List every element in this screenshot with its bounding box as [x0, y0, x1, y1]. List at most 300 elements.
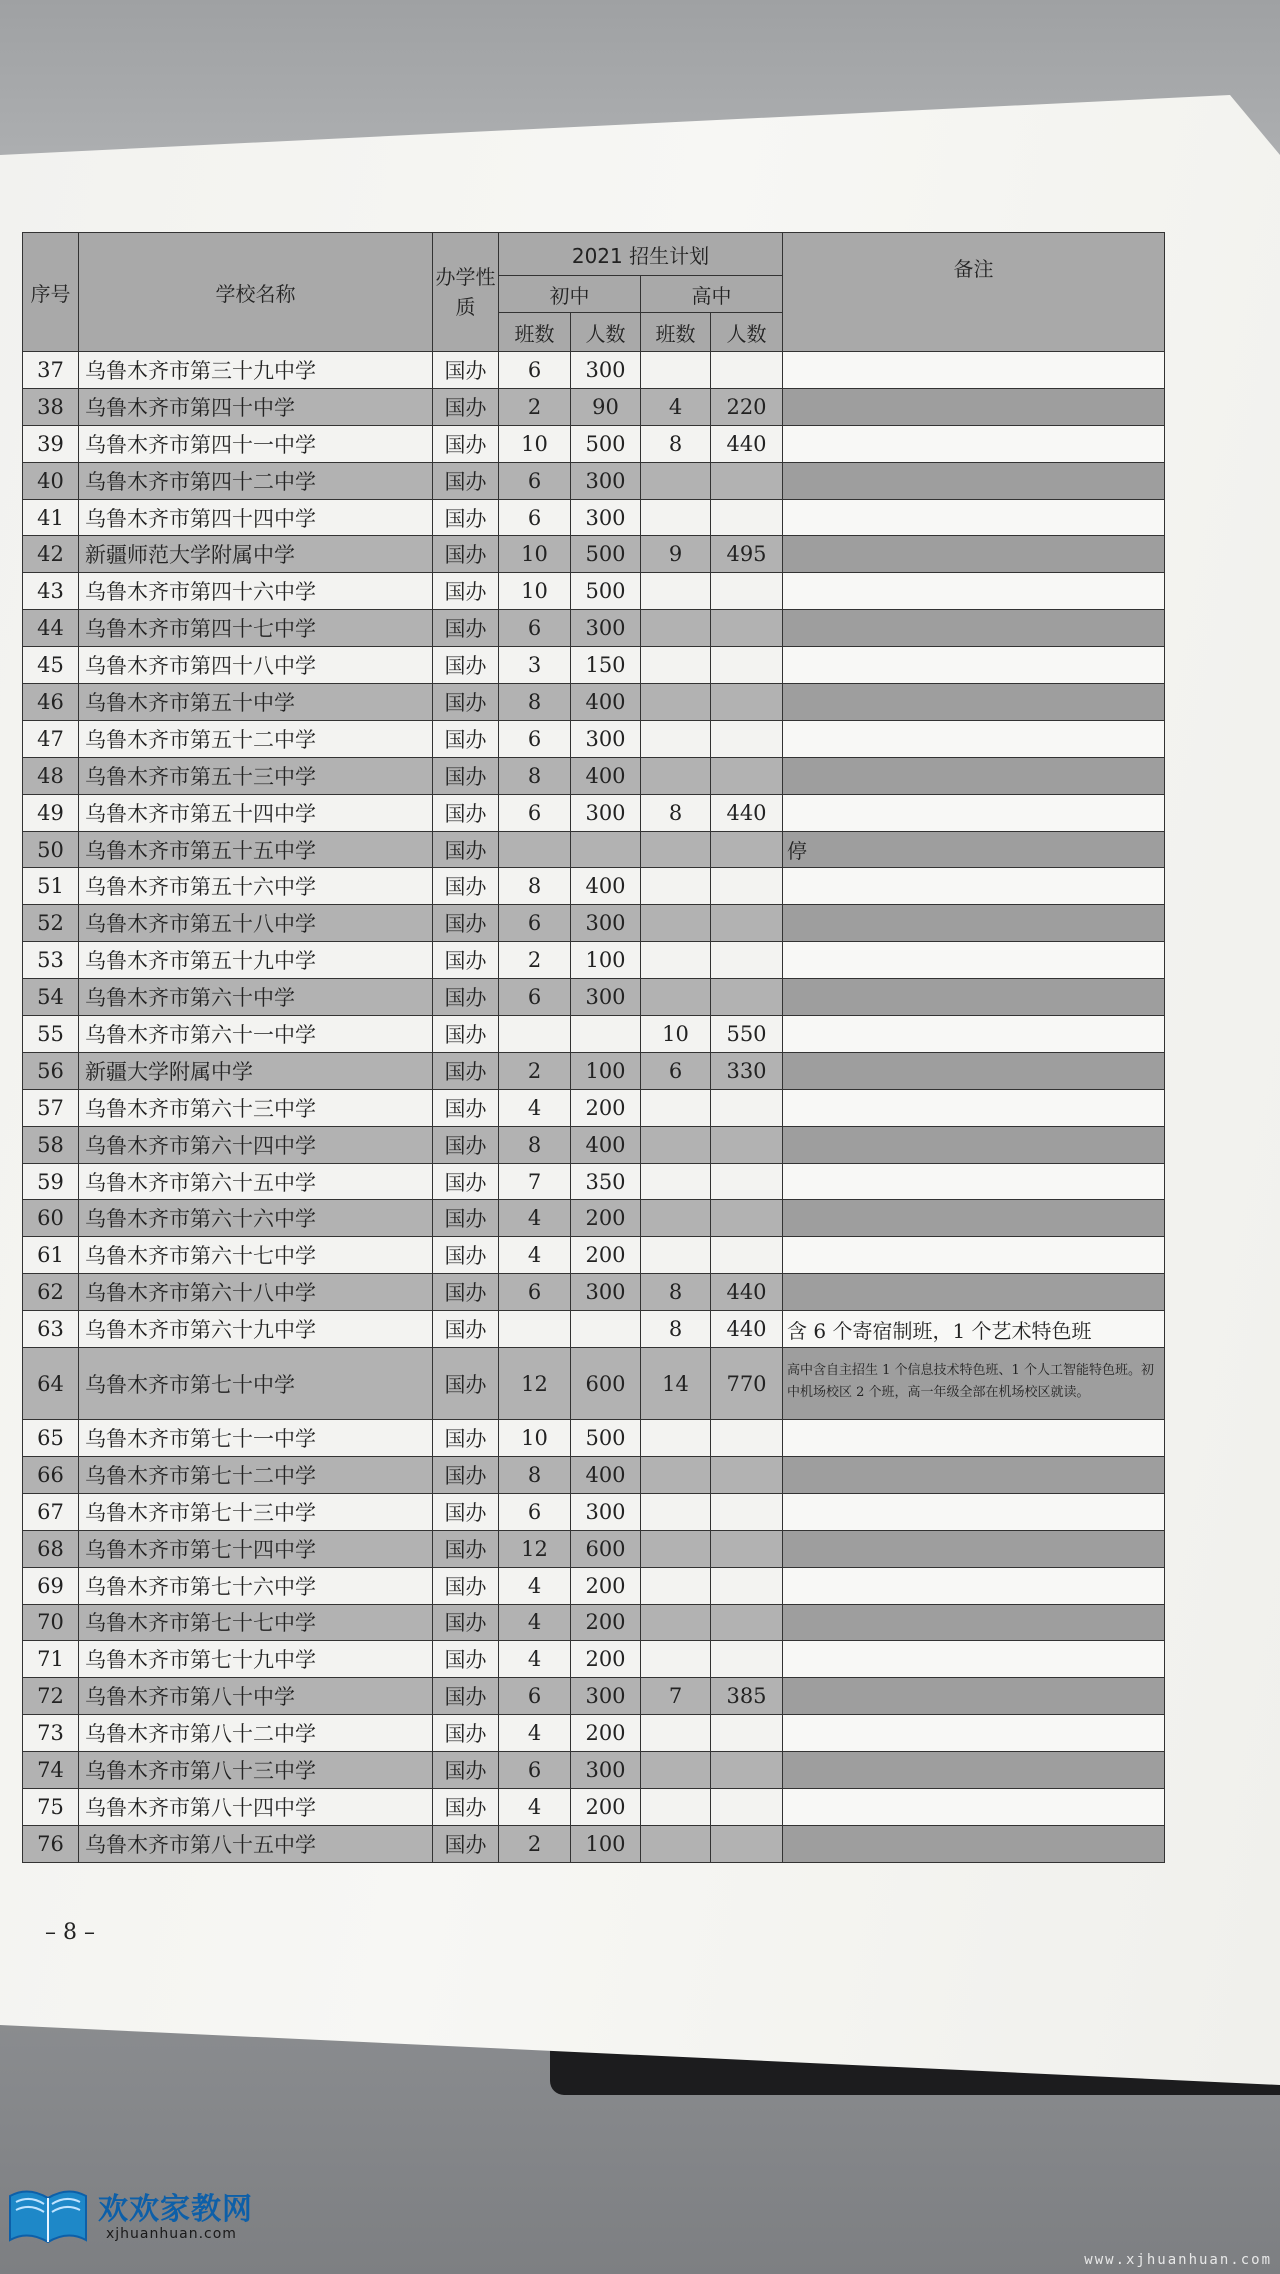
row-school-name: 乌鲁木齐市第六十五中学: [79, 1163, 433, 1200]
row-nature: 国办: [433, 1420, 499, 1457]
row-school-name: 乌鲁木齐市第七十六中学: [79, 1567, 433, 1604]
row-seq: 46: [23, 684, 79, 721]
row-nature: 国办: [433, 1163, 499, 1200]
row-seq: 43: [23, 573, 79, 610]
row-senior-classes: [641, 1604, 711, 1641]
header-plan: 2021 招生计划: [499, 233, 783, 276]
row-junior-classes: 6: [499, 1274, 571, 1311]
row-senior-classes: 4: [641, 388, 711, 425]
row-senior-people: 330: [711, 1052, 783, 1089]
row-junior-classes: 2: [499, 1052, 571, 1089]
row-senior-classes: [641, 979, 711, 1016]
row-note: [783, 1493, 1165, 1530]
table-row: [23, 684, 1165, 721]
row-junior-classes: 6: [499, 979, 571, 1016]
row-nature: 国办: [433, 905, 499, 942]
row-seq: 41: [23, 499, 79, 536]
row-nature: 国办: [433, 1200, 499, 1237]
row-seq: 70: [23, 1604, 79, 1641]
row-junior-classes: 6: [499, 794, 571, 831]
watermark-url: xjhuanhuan.com: [106, 2226, 237, 2242]
row-junior-people: 300: [571, 1493, 641, 1530]
row-junior-people: 300: [571, 905, 641, 942]
row-note: [783, 1567, 1165, 1604]
row-senior-classes: [641, 1530, 711, 1567]
row-senior-classes: [641, 1567, 711, 1604]
row-senior-people: 385: [711, 1678, 783, 1715]
row-nature: 国办: [433, 1493, 499, 1530]
row-seq: 51: [23, 868, 79, 905]
row-seq: 65: [23, 1420, 79, 1457]
row-junior-people: 90: [571, 388, 641, 425]
row-senior-classes: [641, 720, 711, 757]
row-nature: 国办: [433, 1715, 499, 1752]
row-nature: 国办: [433, 1274, 499, 1311]
row-junior-classes: 2: [499, 388, 571, 425]
row-seq: 69: [23, 1567, 79, 1604]
row-nature: 国办: [433, 1348, 499, 1420]
row-junior-people: 400: [571, 1126, 641, 1163]
table-row: [23, 905, 1165, 942]
row-senior-people: 550: [711, 1016, 783, 1053]
row-school-name: 乌鲁木齐市第六十七中学: [79, 1237, 433, 1274]
table-header: [23, 233, 1165, 352]
row-seq: 40: [23, 462, 79, 499]
row-nature: 国办: [433, 352, 499, 389]
row-note: [783, 794, 1165, 831]
row-nature: 国办: [433, 1311, 499, 1348]
row-nature: 国办: [433, 1641, 499, 1678]
row-junior-classes: 12: [499, 1348, 571, 1420]
row-junior-classes: 6: [499, 1752, 571, 1789]
row-junior-classes: 6: [499, 610, 571, 647]
row-junior-classes: 6: [499, 499, 571, 536]
row-note: [783, 499, 1165, 536]
header-senior-classes: 班数: [641, 313, 711, 352]
table-row: [23, 610, 1165, 647]
row-nature: 国办: [433, 757, 499, 794]
row-junior-people: 400: [571, 757, 641, 794]
row-note: [783, 1788, 1165, 1825]
row-note: [783, 1200, 1165, 1237]
row-junior-people: 200: [571, 1200, 641, 1237]
row-seq: 68: [23, 1530, 79, 1567]
row-nature: 国办: [433, 462, 499, 499]
table-row: [23, 1641, 1165, 1678]
row-junior-people: 300: [571, 499, 641, 536]
row-note: [783, 1678, 1165, 1715]
table-row: [23, 942, 1165, 979]
row-senior-people: [711, 1420, 783, 1457]
row-school-name: 乌鲁木齐市第七十中学: [79, 1348, 433, 1420]
row-junior-people: 300: [571, 979, 641, 1016]
row-seq: 59: [23, 1163, 79, 1200]
row-junior-people: 600: [571, 1530, 641, 1567]
row-school-name: 乌鲁木齐市第四十一中学: [79, 425, 433, 462]
row-junior-people: 300: [571, 462, 641, 499]
row-junior-people: 300: [571, 720, 641, 757]
row-junior-people: 100: [571, 1825, 641, 1862]
row-note: [783, 462, 1165, 499]
row-junior-people: 400: [571, 1456, 641, 1493]
row-seq: 62: [23, 1274, 79, 1311]
row-senior-classes: 8: [641, 425, 711, 462]
watermark-site-name: 欢欢家教网: [98, 2192, 253, 2227]
row-senior-classes: [641, 757, 711, 794]
row-school-name: 乌鲁木齐市第五十九中学: [79, 942, 433, 979]
row-junior-classes: 6: [499, 1493, 571, 1530]
row-senior-classes: [641, 610, 711, 647]
row-junior-classes: 8: [499, 757, 571, 794]
row-seq: 48: [23, 757, 79, 794]
row-school-name: 新疆师范大学附属中学: [79, 536, 433, 573]
row-nature: 国办: [433, 1678, 499, 1715]
row-junior-people: 200: [571, 1237, 641, 1274]
row-senior-people: [711, 1200, 783, 1237]
table-row: [23, 1752, 1165, 1789]
row-nature: 国办: [433, 610, 499, 647]
row-senior-people: [711, 1089, 783, 1126]
row-senior-people: [711, 831, 783, 868]
table-row: [23, 462, 1165, 499]
row-senior-people: 220: [711, 388, 783, 425]
row-senior-people: [711, 1493, 783, 1530]
row-senior-classes: [641, 1237, 711, 1274]
row-seq: 66: [23, 1456, 79, 1493]
row-junior-classes: 3: [499, 647, 571, 684]
row-school-name: 乌鲁木齐市第六十中学: [79, 979, 433, 1016]
table-row: [23, 794, 1165, 831]
table-row: [23, 1089, 1165, 1126]
table-row: [23, 1420, 1165, 1457]
row-junior-classes: 12: [499, 1530, 571, 1567]
row-nature: 国办: [433, 1237, 499, 1274]
row-note: [783, 1420, 1165, 1457]
row-note: [783, 1163, 1165, 1200]
row-note: [783, 1089, 1165, 1126]
row-junior-classes: 10: [499, 536, 571, 573]
table-row: [23, 757, 1165, 794]
row-school-name: 乌鲁木齐市第七十三中学: [79, 1493, 433, 1530]
row-school-name: 乌鲁木齐市第五十五中学: [79, 831, 433, 868]
header-senior: 高中: [641, 276, 783, 313]
table-row: [23, 573, 1165, 610]
row-note: [783, 942, 1165, 979]
row-seq: 49: [23, 794, 79, 831]
row-nature: 国办: [433, 942, 499, 979]
row-senior-people: [711, 647, 783, 684]
row-school-name: 乌鲁木齐市第四十四中学: [79, 499, 433, 536]
row-junior-people: 300: [571, 610, 641, 647]
row-school-name: 乌鲁木齐市第四十七中学: [79, 610, 433, 647]
row-junior-classes: 6: [499, 720, 571, 757]
row-seq: 71: [23, 1641, 79, 1678]
table-row: [23, 1016, 1165, 1053]
row-note: [783, 1274, 1165, 1311]
row-junior-classes: 10: [499, 1420, 571, 1457]
row-senior-classes: 14: [641, 1348, 711, 1420]
header-senior-people: 人数: [711, 313, 783, 352]
row-senior-people: 440: [711, 794, 783, 831]
row-junior-people: 300: [571, 1752, 641, 1789]
row-senior-people: [711, 1567, 783, 1604]
open-book-icon: [6, 2182, 90, 2250]
row-junior-classes: 4: [499, 1089, 571, 1126]
row-junior-classes: 6: [499, 905, 571, 942]
row-seq: 58: [23, 1126, 79, 1163]
row-note: [783, 979, 1165, 1016]
row-junior-classes: 6: [499, 462, 571, 499]
row-junior-people: [571, 831, 641, 868]
row-seq: 55: [23, 1016, 79, 1053]
row-junior-classes: 4: [499, 1788, 571, 1825]
row-school-name: 乌鲁木齐市第六十三中学: [79, 1089, 433, 1126]
row-senior-people: [711, 499, 783, 536]
row-junior-classes: 4: [499, 1567, 571, 1604]
row-seq: 72: [23, 1678, 79, 1715]
row-senior-classes: [641, 1163, 711, 1200]
row-senior-classes: [641, 942, 711, 979]
row-senior-people: 440: [711, 1274, 783, 1311]
table-row: [23, 979, 1165, 1016]
row-note: [783, 720, 1165, 757]
table-row: [23, 1052, 1165, 1089]
row-senior-classes: [641, 831, 711, 868]
row-note: [783, 573, 1165, 610]
row-note: [783, 905, 1165, 942]
row-senior-people: [711, 1752, 783, 1789]
row-note: [783, 1825, 1165, 1862]
row-school-name: 乌鲁木齐市第八十五中学: [79, 1825, 433, 1862]
row-seq: 60: [23, 1200, 79, 1237]
row-junior-people: 200: [571, 1715, 641, 1752]
row-junior-people: 200: [571, 1641, 641, 1678]
row-school-name: 乌鲁木齐市第四十中学: [79, 388, 433, 425]
row-senior-people: [711, 610, 783, 647]
row-senior-people: [711, 757, 783, 794]
row-note: [783, 1016, 1165, 1053]
row-nature: 国办: [433, 1089, 499, 1126]
table-row: [23, 1530, 1165, 1567]
row-junior-people: [571, 1311, 641, 1348]
row-senior-people: [711, 905, 783, 942]
row-junior-classes: 2: [499, 1825, 571, 1862]
row-school-name: 乌鲁木齐市第五十二中学: [79, 720, 433, 757]
row-seq: 57: [23, 1089, 79, 1126]
row-school-name: 乌鲁木齐市第八十中学: [79, 1678, 433, 1715]
row-note: [783, 1456, 1165, 1493]
row-school-name: 乌鲁木齐市第五十中学: [79, 684, 433, 721]
table-row: [23, 720, 1165, 757]
row-seq: 37: [23, 352, 79, 389]
row-note: [783, 388, 1165, 425]
row-nature: 国办: [433, 388, 499, 425]
row-senior-people: 440: [711, 1311, 783, 1348]
table-row: [23, 1311, 1165, 1348]
row-senior-classes: [641, 1715, 711, 1752]
row-seq: 76: [23, 1825, 79, 1862]
row-senior-classes: 8: [641, 1311, 711, 1348]
row-junior-classes: 6: [499, 352, 571, 389]
row-senior-people: [711, 462, 783, 499]
row-senior-classes: 9: [641, 536, 711, 573]
row-junior-classes: 4: [499, 1641, 571, 1678]
row-nature: 国办: [433, 573, 499, 610]
table-row: [23, 1715, 1165, 1752]
row-senior-classes: [641, 868, 711, 905]
row-school-name: 乌鲁木齐市第六十八中学: [79, 1274, 433, 1311]
row-nature: 国办: [433, 536, 499, 573]
row-senior-people: [711, 1530, 783, 1567]
header-junior-people: 人数: [571, 313, 641, 352]
page-number: – 8 –: [45, 1920, 95, 1945]
row-nature: 国办: [433, 979, 499, 1016]
row-nature: 国办: [433, 720, 499, 757]
row-senior-people: [711, 1163, 783, 1200]
row-senior-people: 495: [711, 536, 783, 573]
row-senior-classes: 8: [641, 1274, 711, 1311]
row-junior-people: 500: [571, 425, 641, 462]
row-school-name: 乌鲁木齐市第三十九中学: [79, 352, 433, 389]
watermark-logo: [6, 2180, 286, 2260]
row-school-name: 乌鲁木齐市第七十九中学: [79, 1641, 433, 1678]
row-junior-classes: 4: [499, 1604, 571, 1641]
row-senior-classes: [641, 1641, 711, 1678]
row-nature: 国办: [433, 1604, 499, 1641]
table-row: [23, 1200, 1165, 1237]
row-note: [783, 757, 1165, 794]
row-nature: 国办: [433, 1567, 499, 1604]
row-senior-classes: 6: [641, 1052, 711, 1089]
table-row: [23, 1456, 1165, 1493]
table-row: [23, 499, 1165, 536]
row-seq: 63: [23, 1311, 79, 1348]
row-senior-classes: [641, 1089, 711, 1126]
row-nature: 国办: [433, 684, 499, 721]
row-junior-people: 150: [571, 647, 641, 684]
row-junior-people: 200: [571, 1567, 641, 1604]
row-senior-classes: [641, 1200, 711, 1237]
row-senior-people: [711, 573, 783, 610]
row-note: 高中含自主招生 1 个信息技术特色班、1 个人工智能特色班。初中机场校区 2 个班，高一年级全部在机场校区就读。: [783, 1348, 1165, 1420]
row-nature: 国办: [433, 1825, 499, 1862]
table-row: [23, 1163, 1165, 1200]
row-note: [783, 1604, 1165, 1641]
row-senior-classes: [641, 1752, 711, 1789]
row-nature: 国办: [433, 1752, 499, 1789]
row-junior-classes: 2: [499, 942, 571, 979]
row-senior-classes: [641, 499, 711, 536]
table-row: [23, 536, 1165, 573]
row-junior-classes: 10: [499, 425, 571, 462]
table-row: [23, 352, 1165, 389]
row-senior-people: [711, 942, 783, 979]
enrollment-plan-table: [22, 232, 1165, 1863]
row-senior-people: [711, 1237, 783, 1274]
row-senior-classes: [641, 462, 711, 499]
table-row: [23, 831, 1165, 868]
row-junior-classes: 10: [499, 573, 571, 610]
row-junior-people: 100: [571, 1052, 641, 1089]
row-junior-people: 200: [571, 1788, 641, 1825]
row-school-name: 乌鲁木齐市第六十六中学: [79, 1200, 433, 1237]
row-note: [783, 684, 1165, 721]
row-school-name: 乌鲁木齐市第五十三中学: [79, 757, 433, 794]
table-row: [23, 388, 1165, 425]
row-note: [783, 536, 1165, 573]
header-junior-classes: 班数: [499, 313, 571, 352]
row-junior-classes: [499, 831, 571, 868]
row-junior-classes: 8: [499, 684, 571, 721]
row-nature: 国办: [433, 1530, 499, 1567]
table-row: [23, 1126, 1165, 1163]
row-seq: 75: [23, 1788, 79, 1825]
row-school-name: 乌鲁木齐市第七十一中学: [79, 1420, 433, 1457]
row-school-name: 乌鲁木齐市第四十六中学: [79, 573, 433, 610]
row-junior-classes: 8: [499, 1456, 571, 1493]
row-junior-people: 500: [571, 1420, 641, 1457]
row-school-name: 乌鲁木齐市第六十一中学: [79, 1016, 433, 1053]
row-junior-people: 300: [571, 1274, 641, 1311]
table-row: [23, 1788, 1165, 1825]
row-junior-people: 600: [571, 1348, 641, 1420]
row-senior-classes: 8: [641, 794, 711, 831]
table-row: [23, 1567, 1165, 1604]
row-note: [783, 1052, 1165, 1089]
row-senior-classes: 10: [641, 1016, 711, 1053]
table-row: [23, 1348, 1165, 1420]
row-school-name: 乌鲁木齐市第七十二中学: [79, 1456, 433, 1493]
row-seq: 47: [23, 720, 79, 757]
row-seq: 56: [23, 1052, 79, 1089]
header-school-name: 学校名称: [79, 233, 433, 352]
row-seq: 45: [23, 647, 79, 684]
row-seq: 64: [23, 1348, 79, 1420]
row-senior-classes: [641, 905, 711, 942]
row-senior-classes: [641, 1420, 711, 1457]
row-nature: 国办: [433, 794, 499, 831]
table-row: [23, 1678, 1165, 1715]
row-junior-people: 200: [571, 1089, 641, 1126]
row-senior-people: [711, 352, 783, 389]
row-senior-classes: [641, 352, 711, 389]
row-senior-people: [711, 979, 783, 1016]
row-note: [783, 1237, 1165, 1274]
row-junior-classes: 7: [499, 1163, 571, 1200]
row-seq: 53: [23, 942, 79, 979]
table-body: [23, 352, 1165, 1863]
row-nature: 国办: [433, 1456, 499, 1493]
row-note: [783, 425, 1165, 462]
row-junior-classes: 4: [499, 1200, 571, 1237]
row-note: [783, 868, 1165, 905]
row-school-name: 乌鲁木齐市第五十八中学: [79, 905, 433, 942]
header-note: 备注: [783, 233, 1165, 352]
header-seq: 序号: [23, 233, 79, 352]
row-senior-classes: [641, 1788, 711, 1825]
row-senior-people: [711, 1456, 783, 1493]
row-school-name: 乌鲁木齐市第四十八中学: [79, 647, 433, 684]
row-nature: 国办: [433, 868, 499, 905]
row-junior-classes: 4: [499, 1715, 571, 1752]
table-row: [23, 1825, 1165, 1862]
table-row: [23, 1274, 1165, 1311]
row-junior-people: 200: [571, 1604, 641, 1641]
row-senior-classes: [641, 647, 711, 684]
row-junior-people: 500: [571, 573, 641, 610]
row-junior-classes: 6: [499, 1678, 571, 1715]
row-junior-people: 300: [571, 352, 641, 389]
